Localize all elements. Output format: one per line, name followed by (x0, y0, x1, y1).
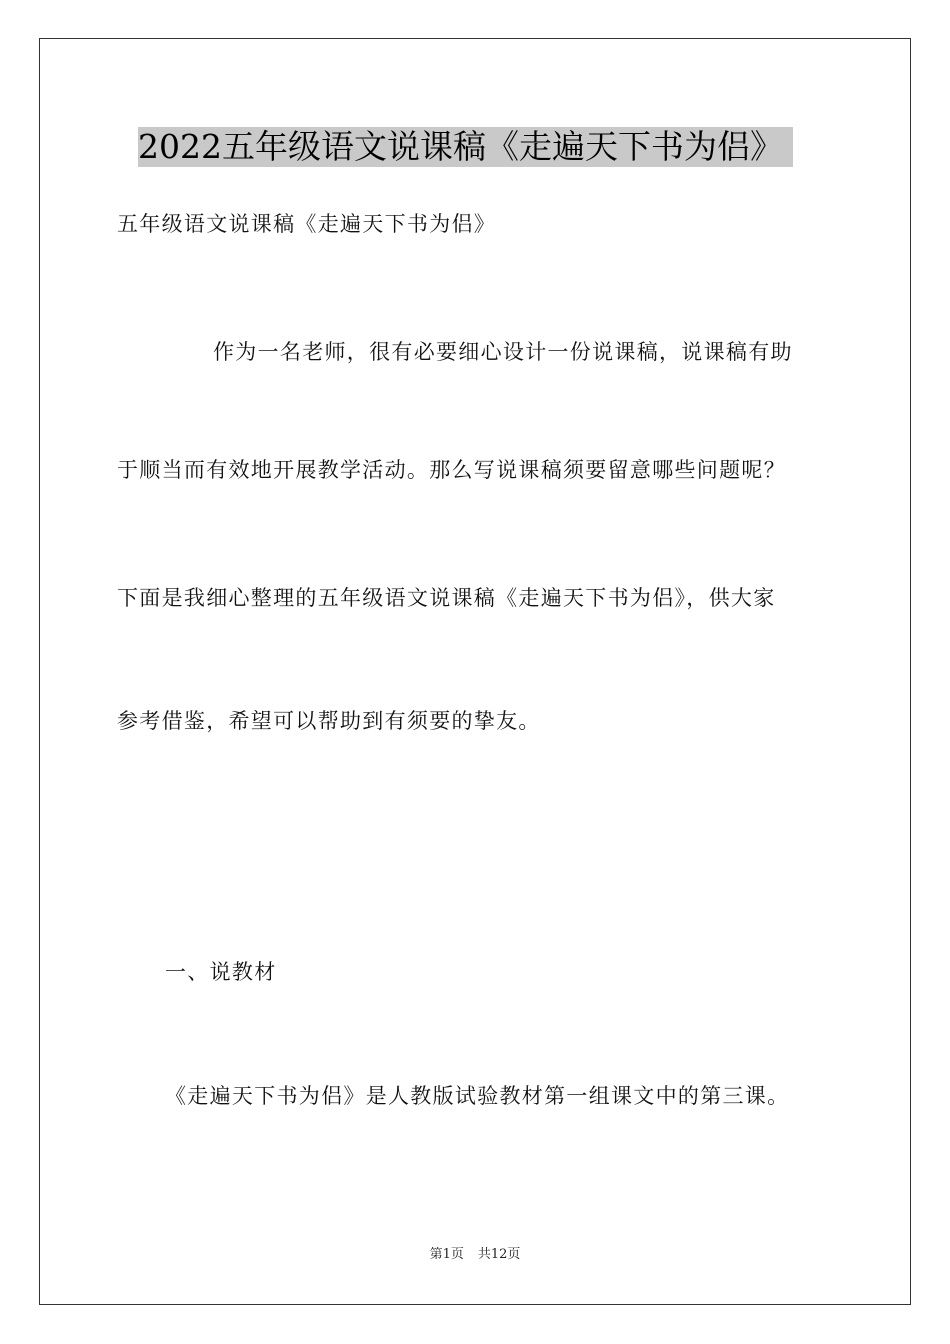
intro-line-4: 参考借鉴，希望可以帮助到有须要的挚友。 (117, 709, 541, 733)
document-title: 2022五年级语文说课稿《走遍天下书为侣》 (138, 127, 793, 167)
intro-line-2: 于顺当而有效地开展教学活动。那么写说课稿须要留意哪些问题呢？ (117, 458, 786, 482)
section-body: 《走遍天下书为侣》是人教版试验教材第一组课文中的第三课。 (165, 1084, 790, 1108)
page-number-total: 共12页 (477, 1247, 521, 1262)
page-footer (0, 1246, 950, 1264)
page-number-current: 第1页 (429, 1247, 464, 1262)
document-subtitle: 五年级语文说课稿《走遍天下书为侣》 (117, 212, 497, 236)
intro-line-3: 下面是我细心整理的五年级语文说课稿《走遍天下书为侣》，供大家 (117, 586, 776, 610)
section-heading: 一、说教材 (165, 960, 277, 984)
intro-line-1: 作为一名老师，很有必要细心设计一份说课稿，说课稿有助 (213, 340, 793, 364)
